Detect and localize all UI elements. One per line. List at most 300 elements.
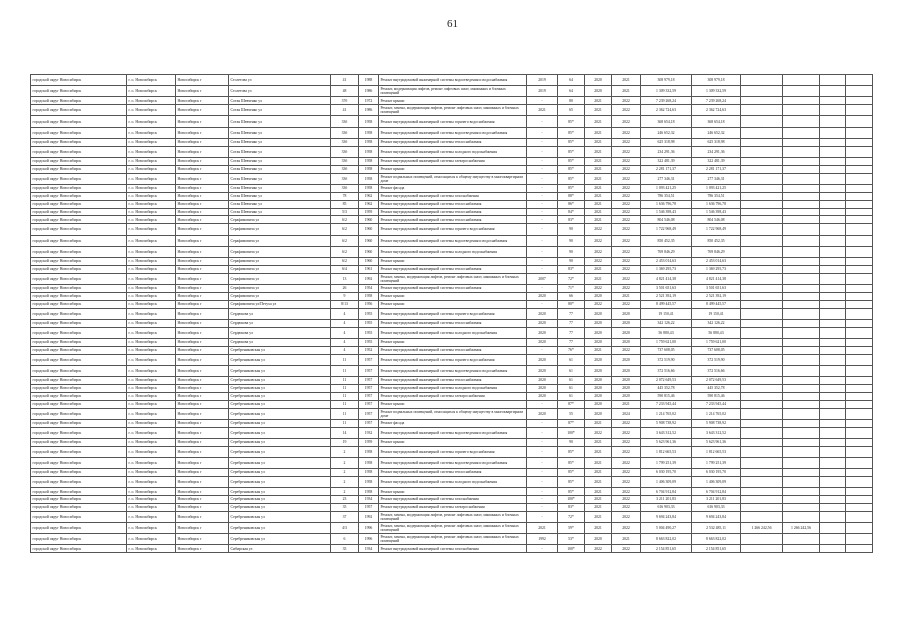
extra-1-cell xyxy=(741,165,783,173)
col-f-cell: - xyxy=(527,246,558,257)
col-f-cell: - xyxy=(527,208,558,216)
city-cell: Новосибирск г xyxy=(176,365,229,376)
cost-cell: 308 979,18 xyxy=(641,75,692,86)
extra-1-cell xyxy=(741,105,783,116)
empty-cell xyxy=(820,384,846,392)
work-type-cell: Ремонт внутридомовой инженерной системы теплоснабжения xyxy=(379,469,527,477)
city-cell: Новосибирск г xyxy=(176,354,229,365)
total-cell: 372 519,90 xyxy=(692,354,741,365)
empty-cell xyxy=(820,246,846,257)
cost-cell: 3 211 201,83 xyxy=(641,496,692,504)
empty-cell xyxy=(820,365,846,376)
extra-1-cell xyxy=(741,503,783,511)
okrug-cell: городской округ Новосибирск xyxy=(31,127,127,138)
end-year-cell: 2022 xyxy=(612,173,641,184)
municipality-cell: г. о. Новосибирск xyxy=(127,300,176,308)
col-f-cell: - xyxy=(527,173,558,184)
municipality-cell: г. о. Новосибирск xyxy=(127,534,176,545)
municipality-cell: г. о. Новосибирск xyxy=(127,192,176,200)
cost-cell: 1 546 398,43 xyxy=(641,208,692,216)
house-cell: 33б xyxy=(331,146,359,157)
build-year-cell: 1960 xyxy=(359,235,379,246)
cost-cell: 9 694 243,84 xyxy=(641,511,692,522)
col-f-cell: - xyxy=(527,419,558,427)
street-cell: Сотая Шевченко ул xyxy=(229,184,331,192)
table-row xyxy=(31,346,873,354)
start-year-cell: 2021 xyxy=(585,165,612,173)
empty-cell xyxy=(846,146,873,157)
extra-2-cell xyxy=(783,75,820,86)
total-cell: 625 318,98 xyxy=(692,138,741,146)
table-row xyxy=(31,208,873,216)
house-cell: 11 xyxy=(331,400,359,408)
house-cell: 6/4 xyxy=(331,265,359,273)
house-cell: 2 xyxy=(331,469,359,477)
street-cell: Сотая Шевченко ул xyxy=(229,97,331,105)
total-cell: 616 903,33 xyxy=(692,503,741,511)
total-cell: 1 799 251,39 xyxy=(692,457,741,468)
cost-cell: 1 722 968,49 xyxy=(641,224,692,235)
extra-2-cell xyxy=(783,208,820,216)
city-cell: Новосибирск г xyxy=(176,446,229,457)
col-g-cell: 80 xyxy=(558,97,585,105)
city-cell: Новосибирск г xyxy=(176,184,229,192)
house-cell: 4 xyxy=(331,308,359,319)
build-year-cell: 1962 xyxy=(359,192,379,200)
municipality-cell: г. о. Новосибирск xyxy=(127,327,176,338)
build-year-cell: 1958 xyxy=(359,184,379,192)
total-cell: 368 654,18 xyxy=(692,116,741,127)
house-cell: 4 xyxy=(331,346,359,354)
build-year-cell: 1961 xyxy=(359,265,379,273)
city-cell: Новосибирск г xyxy=(176,338,229,346)
city-cell: Новосибирск г xyxy=(176,284,229,292)
work-type-cell: Ремонт внутридомовой инженерной системы газоснабжения xyxy=(379,192,527,200)
total-cell: 1 214 765,02 xyxy=(692,408,741,419)
empty-cell xyxy=(820,427,846,438)
end-year-cell: 2020 xyxy=(612,319,641,327)
house-cell: 33б xyxy=(331,157,359,165)
start-year-cell: 2021 xyxy=(585,157,612,165)
cost-cell: 590 815,46 xyxy=(641,392,692,400)
extra-2-cell xyxy=(783,165,820,173)
build-year-cell: 1955 xyxy=(359,319,379,327)
municipality-cell: г. о. Новосибирск xyxy=(127,338,176,346)
total-cell: 372 516,66 xyxy=(692,365,741,376)
start-year-cell: 2021 xyxy=(585,438,612,446)
end-year-cell: 2022 xyxy=(612,127,641,138)
work-type-cell: Ремонт крыши xyxy=(379,300,527,308)
empty-cell xyxy=(820,257,846,265)
start-year-cell: 2022 xyxy=(585,545,612,553)
table-row xyxy=(31,138,873,146)
end-year-cell: 2020 xyxy=(612,327,641,338)
end-year-cell: 2022 xyxy=(612,496,641,504)
table-row xyxy=(31,257,873,265)
city-cell: Новосибирск г xyxy=(176,384,229,392)
work-type-cell: Ремонт крыши xyxy=(379,400,527,408)
municipality-cell: г. о. Новосибирск xyxy=(127,208,176,216)
extra-1-cell xyxy=(741,346,783,354)
col-g-cell: 87* xyxy=(558,419,585,427)
extra-2-cell xyxy=(783,496,820,504)
cost-cell: 2 154 851,65 xyxy=(641,545,692,553)
start-year-cell: 2020 xyxy=(585,354,612,365)
table-row xyxy=(31,308,873,319)
table-row xyxy=(31,488,873,496)
total-cell: 246 652,32 xyxy=(692,127,741,138)
okrug-cell: городской округ Новосибирск xyxy=(31,116,127,127)
col-f-cell: - xyxy=(527,400,558,408)
col-f-cell: - xyxy=(527,469,558,477)
col-f-cell: 2020 xyxy=(527,338,558,346)
extra-1-cell xyxy=(741,157,783,165)
okrug-cell: городской округ Новосибирск xyxy=(31,488,127,496)
city-cell: Новосибирск г xyxy=(176,327,229,338)
extra-2-cell xyxy=(783,338,820,346)
okrug-cell: городской округ Новосибирск xyxy=(31,522,127,533)
empty-cell xyxy=(820,216,846,224)
total-cell: 2 532 485,11 xyxy=(692,522,741,533)
build-year-cell: 1958 xyxy=(359,457,379,468)
house-cell: 37б xyxy=(331,97,359,105)
city-cell: Новосибирск г xyxy=(176,292,229,300)
start-year-cell: 2020 xyxy=(585,534,612,545)
work-type-cell: Ремонт, замена, модернизация лифтов, ремонт лифтовых шахт, машинных и блочных помещений xyxy=(379,273,527,284)
house-cell: 37 xyxy=(331,511,359,522)
empty-cell xyxy=(846,127,873,138)
work-type-cell: Ремонт подвальных помещений, относящихся к общему имуществу в многоквартирном доме xyxy=(379,408,527,419)
col-g-cell: 59* xyxy=(558,522,585,533)
house-cell: 11 xyxy=(331,419,359,427)
start-year-cell: 2021 xyxy=(585,522,612,533)
start-year-cell: 2022 xyxy=(585,284,612,292)
extra-2-cell xyxy=(783,184,820,192)
empty-cell xyxy=(820,438,846,446)
col-f-cell: - xyxy=(527,446,558,457)
build-year-cell: 1957 xyxy=(359,376,379,384)
end-year-cell: 2020 xyxy=(612,338,641,346)
extra-2-cell xyxy=(783,545,820,553)
cost-cell: 19 150,41 xyxy=(641,308,692,319)
okrug-cell: городской округ Новосибирск xyxy=(31,427,127,438)
house-cell: 33б xyxy=(331,127,359,138)
work-type-cell: Ремонт внутридомовой инженерной системы теплоснабжения xyxy=(379,284,527,292)
col-f-cell: - xyxy=(527,200,558,208)
col-g-cell: 85* xyxy=(558,138,585,146)
okrug-cell: городской округ Новосибирск xyxy=(31,327,127,338)
table-row xyxy=(31,157,873,165)
empty-cell xyxy=(846,184,873,192)
extra-2-cell xyxy=(783,354,820,365)
empty-cell xyxy=(820,192,846,200)
cost-cell: 1 759 621,00 xyxy=(641,338,692,346)
cost-cell: 1 636 796,78 xyxy=(641,200,692,208)
city-cell: Новосибирск г xyxy=(176,146,229,157)
extra-1-cell xyxy=(741,86,783,97)
start-year-cell: 2020 xyxy=(585,75,612,86)
col-f-cell: - xyxy=(527,496,558,504)
col-f-cell: 2020 xyxy=(527,327,558,338)
col-f-cell: 2020 xyxy=(527,392,558,400)
col-f-cell: - xyxy=(527,216,558,224)
okrug-cell: городской округ Новосибирск xyxy=(31,476,127,487)
house-cell: 85 xyxy=(331,200,359,208)
extra-2-cell xyxy=(783,419,820,427)
city-cell: Новосибирск г xyxy=(176,346,229,354)
empty-cell xyxy=(820,97,846,105)
city-cell: Новосибирск г xyxy=(176,165,229,173)
total-cell: 1 093 421,25 xyxy=(692,184,741,192)
empty-cell xyxy=(846,503,873,511)
empty-cell xyxy=(820,419,846,427)
table-row xyxy=(31,438,873,446)
street-cell: Серафимовича ул xyxy=(229,273,331,284)
build-year-cell: 1958 xyxy=(359,469,379,477)
work-type-cell: Ремонт крыши xyxy=(379,165,527,173)
street-cell: Серебрениковская ул xyxy=(229,503,331,511)
municipality-cell: г. о. Новосибирск xyxy=(127,246,176,257)
house-cell: 33б xyxy=(331,173,359,184)
extra-1-cell xyxy=(741,292,783,300)
house-cell: 6/2 xyxy=(331,224,359,235)
empty-cell xyxy=(846,75,873,86)
house-cell: 2 xyxy=(331,446,359,457)
empty-cell xyxy=(846,400,873,408)
cost-cell: 5 004 490,27 xyxy=(641,522,692,533)
end-year-cell: 2022 xyxy=(612,446,641,457)
build-year-cell: 1952 xyxy=(359,346,379,354)
col-g-cell: 83* xyxy=(558,216,585,224)
city-cell: Новосибирск г xyxy=(176,488,229,496)
extra-2-cell xyxy=(783,200,820,208)
extra-2-cell xyxy=(783,534,820,545)
extra-1-cell xyxy=(741,338,783,346)
extra-2-cell xyxy=(783,365,820,376)
col-g-cell: 85* xyxy=(558,146,585,157)
street-cell: Серафимовича ул xyxy=(229,257,331,265)
col-f-cell: 2019 xyxy=(527,86,558,97)
start-year-cell: 2021 xyxy=(585,265,612,273)
total-cell: 769 846,29 xyxy=(692,246,741,257)
okrug-cell: городской округ Новосибирск xyxy=(31,273,127,284)
col-g-cell: 90 xyxy=(558,257,585,265)
empty-cell xyxy=(846,346,873,354)
col-g-cell: 55 xyxy=(558,408,585,419)
work-type-cell: Ремонт, замена, модернизация лифтов, ремонт лифтовых шахт, машинных и блочных помещений xyxy=(379,511,527,522)
street-cell: Серебрениковская ул xyxy=(229,365,331,376)
work-type-cell: Ремонт внутридомовой инженерной системы водоотведения и водоснабжения xyxy=(379,457,527,468)
empty-cell xyxy=(846,545,873,553)
start-year-cell: 2021 xyxy=(585,476,612,487)
start-year-cell: 2022 xyxy=(585,224,612,235)
city-cell: Новосибирск г xyxy=(176,376,229,384)
municipality-cell: г. о. Новосибирск xyxy=(127,427,176,438)
empty-cell xyxy=(820,511,846,522)
col-g-cell: 77 xyxy=(558,327,585,338)
col-f-cell: 2020 xyxy=(527,365,558,376)
col-g-cell: 72* xyxy=(558,511,585,522)
extra-1-cell: 1 266 242,56 xyxy=(741,522,783,533)
total-cell: 342 126,22 xyxy=(692,319,741,327)
empty-cell xyxy=(820,184,846,192)
start-year-cell: 2020 xyxy=(585,376,612,384)
street-cell: Сотая Шевченко ул xyxy=(229,138,331,146)
build-year-cell: 1996 xyxy=(359,534,379,545)
extra-1-cell xyxy=(741,300,783,308)
extra-2-cell xyxy=(783,116,820,127)
cost-cell: 625 318,98 xyxy=(641,138,692,146)
empty-cell xyxy=(820,208,846,216)
street-cell: Сотая Шевченко ул xyxy=(229,173,331,184)
empty-cell xyxy=(846,273,873,284)
table-row xyxy=(31,446,873,457)
empty-cell xyxy=(846,173,873,184)
empty-cell xyxy=(820,392,846,400)
col-g-cell: 72* xyxy=(558,273,585,284)
municipality-cell: г. о. Новосибирск xyxy=(127,365,176,376)
empty-cell xyxy=(820,503,846,511)
municipality-cell: г. о. Новосибирск xyxy=(127,308,176,319)
okrug-cell: городской округ Новосибирск xyxy=(31,545,127,553)
street-cell: Серафимовича ул xyxy=(229,235,331,246)
end-year-cell: 2022 xyxy=(612,284,641,292)
street-cell: Серафимовича ул xyxy=(229,216,331,224)
empty-cell xyxy=(820,408,846,419)
cost-cell: 8 499 445,57 xyxy=(641,300,692,308)
table-row xyxy=(31,319,873,327)
build-year-cell: 1957 xyxy=(359,354,379,365)
extra-1-cell xyxy=(741,446,783,457)
end-year-cell: 2020 xyxy=(612,365,641,376)
okrug-cell: городской округ Новосибирск xyxy=(31,246,127,257)
okrug-cell: городской округ Новосибирск xyxy=(31,346,127,354)
empty-cell xyxy=(846,165,873,173)
col-f-cell: - xyxy=(527,165,558,173)
house-cell: 48 xyxy=(331,86,359,97)
extra-2-cell xyxy=(783,427,820,438)
col-f-cell: 2020 xyxy=(527,354,558,365)
total-cell: 1 812 665,53 xyxy=(692,446,741,457)
street-cell: Сибирская ул xyxy=(229,545,331,553)
table-row xyxy=(31,511,873,522)
city-cell: Новосибирск г xyxy=(176,200,229,208)
empty-cell xyxy=(846,224,873,235)
empty-cell xyxy=(820,105,846,116)
cost-cell: 1 799 251,39 xyxy=(641,457,692,468)
extra-1-cell xyxy=(741,265,783,273)
okrug-cell: городской округ Новосибирск xyxy=(31,97,127,105)
col-f-cell: - xyxy=(527,438,558,446)
start-year-cell: 2021 xyxy=(585,446,612,457)
start-year-cell: 2021 xyxy=(585,173,612,184)
extra-2-cell xyxy=(783,265,820,273)
empty-cell xyxy=(846,192,873,200)
extra-2-cell xyxy=(783,146,820,157)
build-year-cell: 1958 xyxy=(359,116,379,127)
extra-2-cell xyxy=(783,308,820,319)
table-row xyxy=(31,408,873,419)
col-g-cell: 85* xyxy=(558,488,585,496)
start-year-cell: 2021 xyxy=(585,419,612,427)
extra-2-cell xyxy=(783,327,820,338)
empty-cell xyxy=(846,511,873,522)
street-cell: Сердюкова ул xyxy=(229,319,331,327)
city-cell: Новосибирск г xyxy=(176,86,229,97)
empty-cell xyxy=(846,408,873,419)
street-cell: Столетова ул xyxy=(229,86,331,97)
municipality-cell: г. о. Новосибирск xyxy=(127,75,176,86)
okrug-cell: городской округ Новосибирск xyxy=(31,376,127,384)
municipality-cell: г. о. Новосибирск xyxy=(127,173,176,184)
extra-2-cell xyxy=(783,173,820,184)
col-g-cell: 90 xyxy=(558,235,585,246)
start-year-cell: 2020 xyxy=(585,400,612,408)
work-type-cell: Ремонт внутридомовой инженерной системы электроснабжения xyxy=(379,503,527,511)
table-body xyxy=(31,75,873,553)
total-cell: 804 546,08 xyxy=(692,216,741,224)
start-year-cell: 2021 xyxy=(585,216,612,224)
col-f-cell: 2020 xyxy=(527,408,558,419)
col-g-cell: 71* xyxy=(558,284,585,292)
table-row xyxy=(31,384,873,392)
house-cell: 5/3 xyxy=(331,208,359,216)
end-year-cell: 2022 xyxy=(612,503,641,511)
cost-cell: 8 663 822,02 xyxy=(641,534,692,545)
empty-cell xyxy=(846,457,873,468)
municipality-cell: г. о. Новосибирск xyxy=(127,127,176,138)
start-year-cell: 2021 xyxy=(585,116,612,127)
cost-cell: 804 546,08 xyxy=(641,216,692,224)
cost-cell: 1 214 765,02 xyxy=(641,408,692,419)
empty-cell xyxy=(820,86,846,97)
street-cell: Серебрениковская ул xyxy=(229,408,331,419)
col-g-cell: 84* xyxy=(558,208,585,216)
extra-1-cell xyxy=(741,224,783,235)
work-type-cell: Ремонт внутридомовой инженерной системы газоснабжения xyxy=(379,545,527,553)
end-year-cell: 2022 xyxy=(612,97,641,105)
col-g-cell: 61 xyxy=(558,354,585,365)
extra-2-cell xyxy=(783,503,820,511)
cost-cell: 3 643 312,52 xyxy=(641,427,692,438)
table-row xyxy=(31,392,873,400)
extra-1-cell xyxy=(741,308,783,319)
okrug-cell: городской округ Новосибирск xyxy=(31,216,127,224)
end-year-cell: 2022 xyxy=(612,138,641,146)
col-f-cell: - xyxy=(527,127,558,138)
end-year-cell: 2022 xyxy=(612,300,641,308)
okrug-cell: городской округ Новосибирск xyxy=(31,165,127,173)
extra-2-cell xyxy=(783,392,820,400)
municipality-cell: г. о. Новосибирск xyxy=(127,97,176,105)
extra-2-cell xyxy=(783,446,820,457)
col-g-cell: 65 xyxy=(558,105,585,116)
table-row xyxy=(31,75,873,86)
table-row xyxy=(31,127,873,138)
work-type-cell: Ремонт, замена, модернизация лифтов, ремонт лифтовых шахт, машинных и блочных помещений xyxy=(379,522,527,533)
empty-cell xyxy=(846,300,873,308)
empty-cell xyxy=(846,292,873,300)
extra-2-cell xyxy=(783,86,820,97)
total-cell: 6 030 195,70 xyxy=(692,469,741,477)
table-row xyxy=(31,476,873,487)
build-year-cell: 1958 xyxy=(359,146,379,157)
municipality-cell: г. о. Новосибирск xyxy=(127,116,176,127)
total-cell: 8 499 445,57 xyxy=(692,300,741,308)
end-year-cell: 2022 xyxy=(612,346,641,354)
empty-cell xyxy=(820,127,846,138)
city-cell: Новосибирск г xyxy=(176,75,229,86)
